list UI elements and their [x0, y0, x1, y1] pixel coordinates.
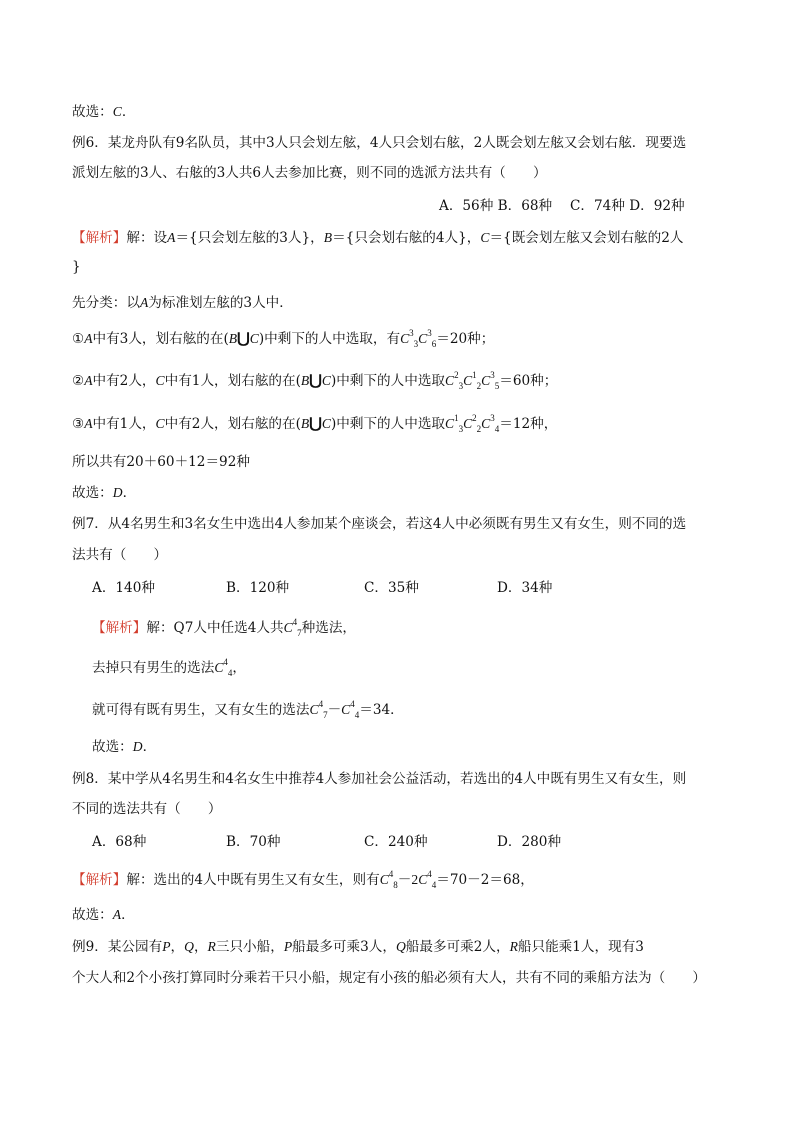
- math-var: A: [112, 907, 122, 922]
- text: ①: [72, 331, 85, 347]
- math-var: Q: [184, 939, 194, 954]
- solution-tag: 【解析】: [72, 872, 127, 888]
- text: ．: [122, 485, 137, 501]
- math-var: A: [84, 331, 93, 346]
- answer-line-ex5: [72, 102, 135, 122]
- sup: 4: [388, 869, 394, 880]
- ex8-option-b: B．70种: [226, 834, 281, 850]
- sub: 4: [494, 423, 500, 434]
- sup: 2: [472, 413, 477, 424]
- text: －: [327, 702, 342, 717]
- case-2: [72, 370, 557, 391]
- example-9-question: [72, 937, 644, 957]
- text: ＝60种；: [499, 373, 558, 389]
- text: )中剩下的人中选取，有: [258, 331, 401, 347]
- sup: 3: [427, 328, 432, 339]
- sub: 2: [476, 423, 482, 434]
- sup: 3: [490, 413, 495, 424]
- math-var: A: [84, 373, 93, 388]
- math-var: C: [418, 872, 428, 887]
- example-6-options: A．56种 B．68种 C．74种 D．92种: [439, 198, 685, 214]
- text: 种选法，: [301, 620, 357, 636]
- text: 故选：: [72, 104, 113, 120]
- math-var: A: [84, 416, 93, 431]
- math-var: C: [418, 331, 428, 346]
- math-var: C: [481, 416, 491, 431]
- ex8-option-d: D．280种: [497, 834, 562, 850]
- sub: 7: [323, 709, 328, 720]
- example-8-question-cont: 不同的选法共有（ ）: [72, 801, 222, 817]
- text: －2: [397, 872, 419, 887]
- text: 解：选出的4人中既有男生又有女生，则有: [126, 872, 380, 888]
- example-8-question: 例8．某中学从4名男生和4名女生中推荐4人参加社会公益活动，若选出的4人中既有男生又有女生，则: [72, 771, 687, 787]
- math-var: P: [162, 939, 171, 954]
- sub: 4: [227, 667, 233, 678]
- text: 船只能乘1人，现有3: [517, 939, 644, 955]
- math-var: C: [445, 416, 455, 431]
- example-7-solution-line2: [92, 658, 246, 678]
- text: ＝{只会划右舷的4人}，: [332, 230, 481, 246]
- sup: 1: [472, 370, 477, 381]
- text: ，: [170, 939, 185, 955]
- sup: 4: [223, 657, 228, 668]
- math-var: C: [379, 872, 389, 887]
- text: )中剩下的人中选取: [330, 416, 446, 432]
- math-var: C: [309, 702, 319, 717]
- solution-tag: 【解析】: [92, 620, 147, 636]
- math-var: A: [139, 295, 149, 310]
- sup: 4: [318, 699, 324, 710]
- math-var: B: [300, 416, 310, 431]
- example-7-question: 例7．从4名男生和3名女生中选出4人参加某个座谈会，若这4人中必须既有男生又有女生，则不同的选: [72, 516, 687, 532]
- text: ＝20种；: [436, 331, 495, 347]
- text: 中有3人，划右舷的在(: [92, 331, 229, 347]
- math-var: D: [112, 485, 123, 500]
- text: ＝12种，: [499, 416, 558, 432]
- text: ＝{既会划左舷又会划右舷的2人: [489, 230, 684, 246]
- solution-tag: 【解析】: [72, 230, 127, 246]
- text: 例9．某公园有: [72, 939, 163, 955]
- math-var: C: [155, 373, 165, 388]
- ex7-option-c: C．35种: [364, 580, 419, 596]
- example-7-solution-line1: [92, 618, 356, 638]
- math-var: A: [167, 230, 176, 245]
- text: 故选：: [72, 485, 113, 501]
- sub: 4: [354, 709, 360, 720]
- text: ＝34．: [359, 702, 404, 718]
- example-7-question-cont: 法共有（ ）: [72, 547, 168, 563]
- text: ②: [72, 373, 85, 389]
- math-var: C: [249, 331, 259, 346]
- sub: 4: [431, 879, 437, 890]
- text: 先分类：以: [72, 295, 140, 311]
- answer-line-ex7: [92, 737, 156, 757]
- math-var: B: [323, 230, 333, 245]
- math-var: D: [132, 739, 143, 754]
- sub: 2: [476, 380, 482, 391]
- total-line: 所以共有20＋60＋12＝92种: [72, 454, 250, 470]
- ex8-option-a: A．68种: [92, 834, 147, 850]
- math-var: C: [321, 373, 331, 388]
- text: 中有2人，: [92, 373, 156, 389]
- example-8-solution: [72, 870, 534, 890]
- math-var: C: [445, 373, 455, 388]
- math-var: C: [283, 620, 293, 635]
- sub: 3: [413, 338, 419, 349]
- math-var: C: [463, 416, 473, 431]
- answer-line-ex6: [72, 483, 136, 503]
- sup: 4: [350, 699, 355, 710]
- text: ．: [142, 739, 157, 755]
- text: ，: [193, 939, 208, 955]
- math-var: C: [481, 373, 491, 388]
- text: ．: [121, 104, 136, 120]
- math-var: C: [155, 416, 165, 431]
- sub: 5: [494, 380, 500, 391]
- text: 就可得有既有男生，又有女生的选法: [92, 702, 310, 718]
- example-9-question-cont: 个大人和2个小孩打算同时分乘若干只小船，规定有小孩的船必须有大人，共有不同的乘船方法为（ ）: [72, 970, 706, 986]
- sup: 4: [292, 617, 298, 628]
- union-symbol: ⋃: [309, 371, 322, 389]
- sup: 3: [490, 370, 495, 381]
- sub: 7: [297, 627, 302, 638]
- math-var: C: [400, 331, 410, 346]
- sup: 2: [454, 370, 459, 381]
- math-var: C: [463, 373, 473, 388]
- case-1: [72, 328, 494, 349]
- text: 解：Q7人中任选4人共: [146, 620, 284, 636]
- math-var: C: [214, 660, 224, 675]
- sub: 3: [458, 423, 464, 434]
- text: ＝{只会划左舷的3人}，: [175, 230, 324, 246]
- text: 三只小船，: [215, 939, 284, 955]
- union-symbol: ⋃: [309, 414, 322, 432]
- ex8-option-c: C．240种: [364, 834, 428, 850]
- math-var: B: [228, 331, 238, 346]
- ex7-option-b: B．120种: [226, 580, 290, 596]
- case-3: [72, 413, 557, 434]
- example-6-classify: [72, 293, 293, 313]
- math-var: B: [300, 373, 310, 388]
- math-var: C: [321, 416, 331, 431]
- sup: 1: [454, 413, 459, 424]
- example-7-solution-line3: [92, 700, 404, 720]
- text: 中有2人，划右舷的在(: [164, 416, 301, 432]
- example-6-question-cont: 派划左舷的3人、右舷的3人共6人去参加比赛，则不同的选派方法共有（ ）: [72, 165, 547, 181]
- text: 去掉只有男生的选法: [92, 660, 215, 676]
- union-symbol: ⋃: [237, 329, 250, 347]
- math-var: C: [480, 230, 490, 245]
- text: ＝70－2＝68，: [436, 872, 534, 888]
- text: )中剩下的人中选取: [330, 373, 446, 389]
- text: ．: [121, 907, 135, 923]
- text: 故选：: [72, 907, 113, 923]
- sub: 3: [458, 380, 464, 391]
- text: 解：设: [126, 230, 168, 246]
- math-var: R: [207, 939, 216, 954]
- math-var: C: [112, 104, 122, 119]
- text: ，: [232, 660, 247, 676]
- example-6-solution-line1: [72, 228, 683, 248]
- text: 船最多可乘2人，: [405, 939, 510, 955]
- ex7-option-d: D．34种: [497, 580, 553, 596]
- math-var: C: [341, 702, 351, 717]
- sub: 6: [431, 338, 437, 349]
- example-6-question: 例6．某龙舟队有9名队员，其中3人只会划左舷，4人只会划右舷，2人既会划左舷又会划右舷．现要选: [72, 135, 687, 151]
- text: 为标准划左舷的3人中．: [148, 295, 293, 311]
- text: 中有1人，划右舷的在(: [164, 373, 301, 389]
- math-var: R: [509, 939, 518, 954]
- sup: 4: [427, 869, 432, 880]
- ex7-option-a: A．140种: [92, 580, 155, 596]
- example-6-solution-line2: }: [72, 259, 81, 275]
- sub: 8: [393, 879, 398, 890]
- sup: 3: [409, 328, 414, 339]
- text: 船最多可乘3人，: [292, 939, 396, 955]
- answer-line-ex8: [72, 905, 135, 925]
- text: ③: [72, 416, 85, 432]
- text: 故选：: [92, 739, 133, 755]
- math-var: P: [283, 939, 293, 954]
- text: 中有1人，: [92, 416, 156, 432]
- math-var: Q: [395, 939, 406, 954]
